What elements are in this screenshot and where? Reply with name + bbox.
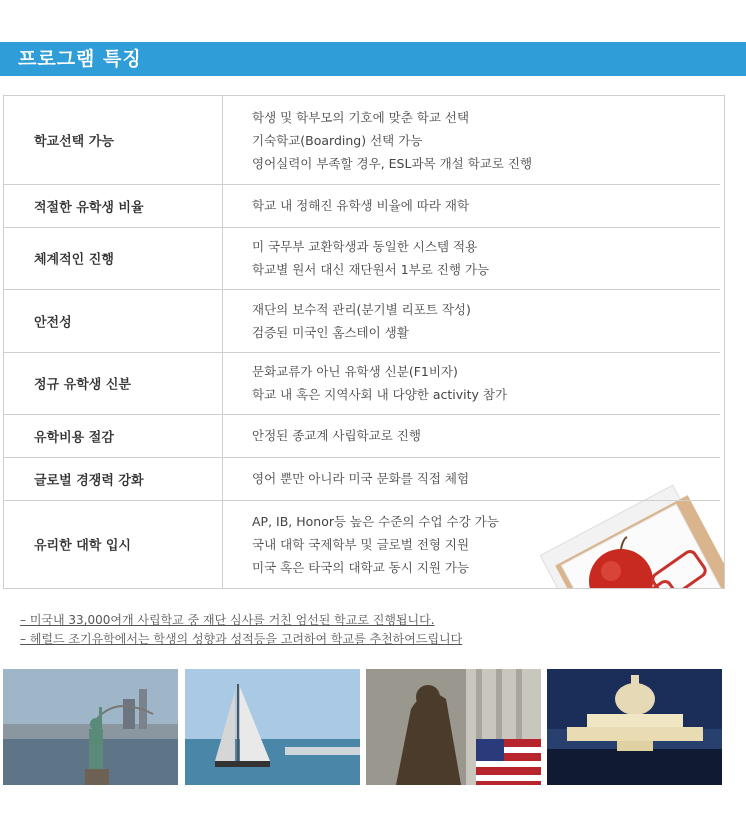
feature-detail-line: 검증된 미국인 홈스테이 생활: [252, 325, 409, 340]
capitol-building-photo: [547, 669, 722, 785]
feature-detail-line: 문화교류가 아닌 유학생 신분(F1비자): [252, 364, 458, 379]
feature-label: 학교선택 가능: [34, 134, 114, 150]
feature-detail-line: 미 국무부 교환학생과 동일한 시스템 적용: [252, 239, 478, 254]
feature-row: [4, 96, 720, 185]
note-line: – 헤럴드 조기유학에서는 학생의 성향과 성적등을 고려하여 학교를 추천하여드립니다: [20, 632, 463, 646]
feature-row: [4, 184, 720, 228]
feature-detail-line: 학교 내 혹은 지역사회 내 다양한 activity 참가: [252, 387, 508, 402]
feature-details: [252, 194, 469, 217]
feature-detail-line: 미국 혹은 타국의 대학교 동시 지원 가능: [252, 560, 470, 575]
feature-detail-line: 학교별 원서 대신 재단원서 1부로 진행 가능: [252, 262, 490, 277]
feature-detail-line: 학교 내 정해진 유학생 비율에 따라 재학: [252, 198, 470, 213]
feature-detail-line: 영어실력이 부족할 경우, ESL과목 개설 학교로 진행: [252, 156, 533, 171]
feature-detail-line: 재단의 보수적 관리(분기별 리포트 작성): [252, 302, 471, 317]
note-line: – 미국내 33,000여개 사립학교 중 재단 심사를 거친 엄선된 학교로 진행됩니다.: [20, 613, 435, 627]
feature-detail-line: 안정된 종교계 사립학교로 진행: [252, 428, 421, 443]
feature-label: 적절한 유학생 비율: [34, 200, 144, 215]
statue-of-liberty-photo: [3, 669, 178, 785]
feature-details: [252, 106, 532, 175]
feature-row: [4, 352, 720, 415]
column-divider: [222, 414, 223, 457]
feature-row: [4, 500, 720, 588]
column-divider: [222, 500, 223, 588]
feature-detail-line: 국내 대학 국제학부 및 글로벌 전형 지원: [252, 537, 470, 552]
section-header-bar: [0, 42, 746, 76]
column-divider: [222, 184, 223, 227]
washington-statue-photo: [366, 669, 541, 785]
feature-label: 안전성: [34, 315, 72, 330]
photo-strip: [3, 669, 723, 787]
feature-detail-line: 영어 뿐만 아니라 미국 문화를 직접 체험: [252, 471, 470, 486]
column-divider: [222, 96, 223, 184]
notes: [20, 611, 462, 649]
feature-label: 유리한 대학 입시: [34, 538, 131, 554]
column-divider: [222, 352, 223, 414]
feature-row: [4, 289, 720, 353]
feature-details: [252, 467, 469, 490]
column-divider: [222, 227, 223, 289]
feature-details: [252, 360, 507, 406]
feature-label: 유학비용 절감: [34, 430, 114, 445]
sailboat-harbor-photo: [185, 669, 360, 785]
feature-detail-line: 기숙학교(Boarding) 선택 가능: [252, 133, 423, 148]
feature-label: 정규 유학생 신분: [34, 377, 131, 393]
column-divider: [222, 457, 223, 500]
feature-detail-line: AP, IB, Honor등 높은 수준의 수업 수강 가능: [252, 514, 499, 529]
section-title: 프로그램 특징: [18, 48, 142, 70]
feature-row: [4, 457, 720, 501]
feature-row: [4, 227, 720, 290]
feature-details: [252, 235, 489, 281]
feature-label: 글로벌 경쟁력 강화: [34, 473, 144, 488]
feature-details: [252, 424, 421, 447]
feature-detail-line: 학생 및 학부모의 기호에 맞춘 학교 선택: [252, 110, 470, 125]
feature-row: [4, 414, 720, 458]
column-divider: [222, 289, 223, 352]
feature-details: [252, 298, 471, 344]
feature-details: [252, 510, 499, 579]
feature-label: 체계적인 진행: [34, 252, 114, 268]
features-table: [3, 95, 725, 589]
